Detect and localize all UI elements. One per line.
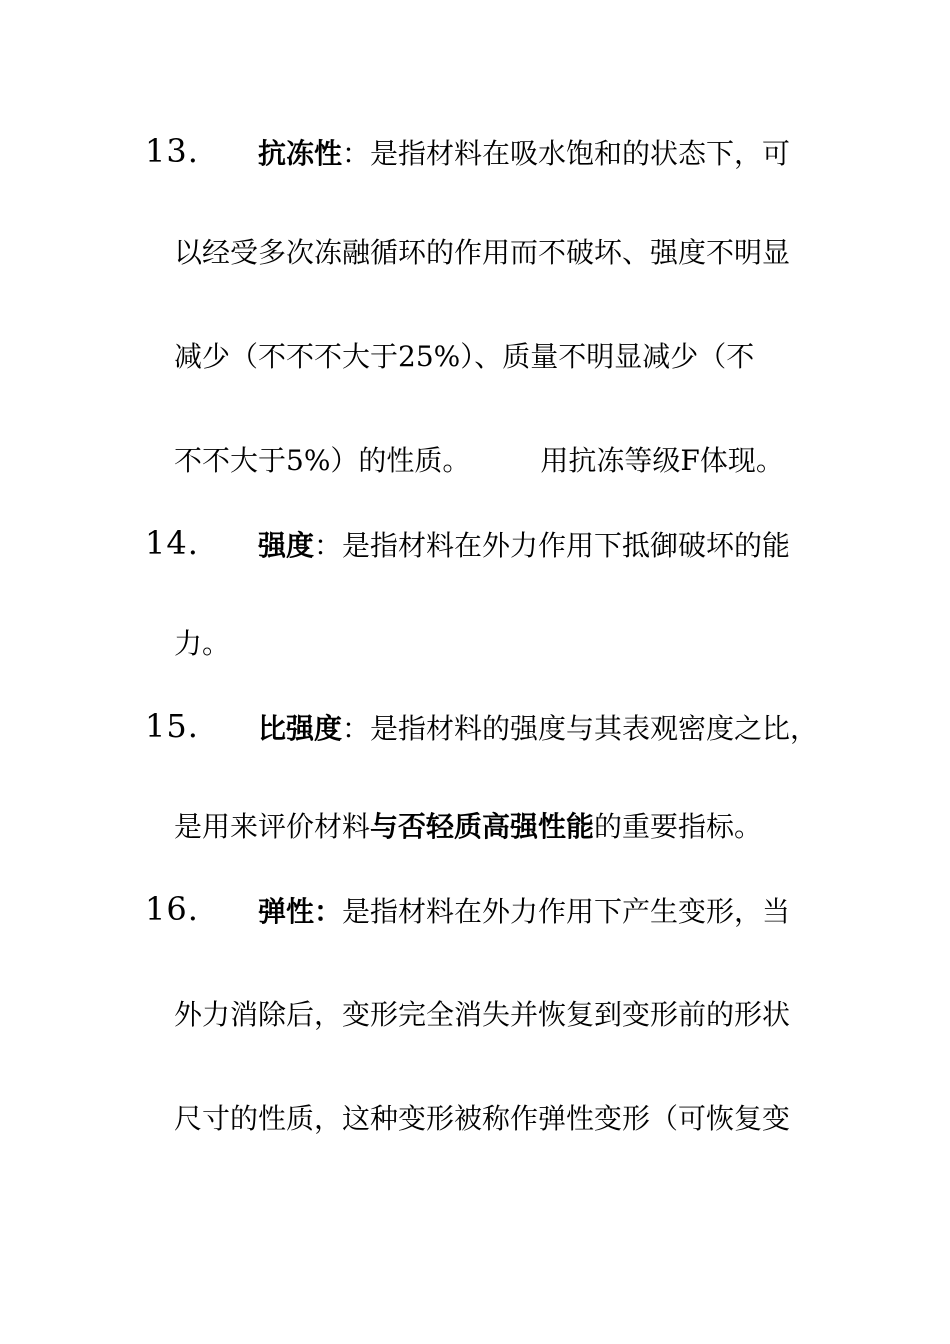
item-13-line-2	[0, 233, 950, 273]
term-frost-resistance: 抗冻性	[258, 137, 343, 170]
definition-text: 不不大于5%）的性质。	[174, 444, 471, 477]
definition-text: 是指材料的强度与其表观密度之比，	[370, 712, 819, 745]
term-separator: ：	[342, 712, 371, 745]
item-number: 16.	[145, 890, 199, 928]
definition-text: 的重要指标。	[594, 810, 763, 843]
definition-text: 尺寸的性质，这种变形被称作弹性变形（可恢复变	[174, 1102, 791, 1135]
definition-text: 力。	[174, 627, 231, 660]
item-15-line-2	[0, 807, 950, 847]
definition-text: 是指材料在外力作用下产生变形，当	[342, 895, 791, 928]
term-separator: ：	[342, 137, 371, 170]
definition-text: 是指材料在外力作用下抵御破坏的能	[342, 529, 791, 562]
definition-text: 减少（不不不大于25%）、质量不明显减少（不	[174, 340, 755, 373]
item-13-line-4	[0, 441, 950, 481]
definition-text: 外力消除后，变形完全消失并恢复到变形前的形状	[174, 998, 791, 1031]
definition-text: 是用来评价材料	[174, 810, 371, 843]
item-13-line-3	[0, 337, 950, 377]
item-number: 15.	[145, 707, 199, 745]
item-14-line-1	[0, 526, 950, 566]
term-specific-strength: 比强度	[258, 712, 343, 745]
term-strength: 强度	[258, 529, 315, 562]
item-number: 14.	[145, 524, 199, 562]
term-separator: ：	[314, 529, 343, 562]
item-16-line-3	[0, 1099, 950, 1139]
item-16-line-2	[0, 995, 950, 1035]
definition-text: 是指材料在吸水饱和的状态下，可	[370, 137, 791, 170]
item-number: 13.	[145, 132, 199, 170]
definition-text: 用抗冻等级F体现。	[540, 444, 784, 477]
highlighted-phrase: 与否轻质高强性能	[370, 810, 595, 843]
item-15-line-1	[0, 709, 950, 749]
item-13-line-1	[0, 134, 950, 174]
item-14-line-2	[0, 624, 950, 664]
definition-text: 以经受多次冻融循环的作用而不破坏、强度不明显	[174, 236, 791, 269]
term-elasticity: 弹性：	[258, 895, 343, 928]
item-16-line-1	[0, 892, 950, 932]
